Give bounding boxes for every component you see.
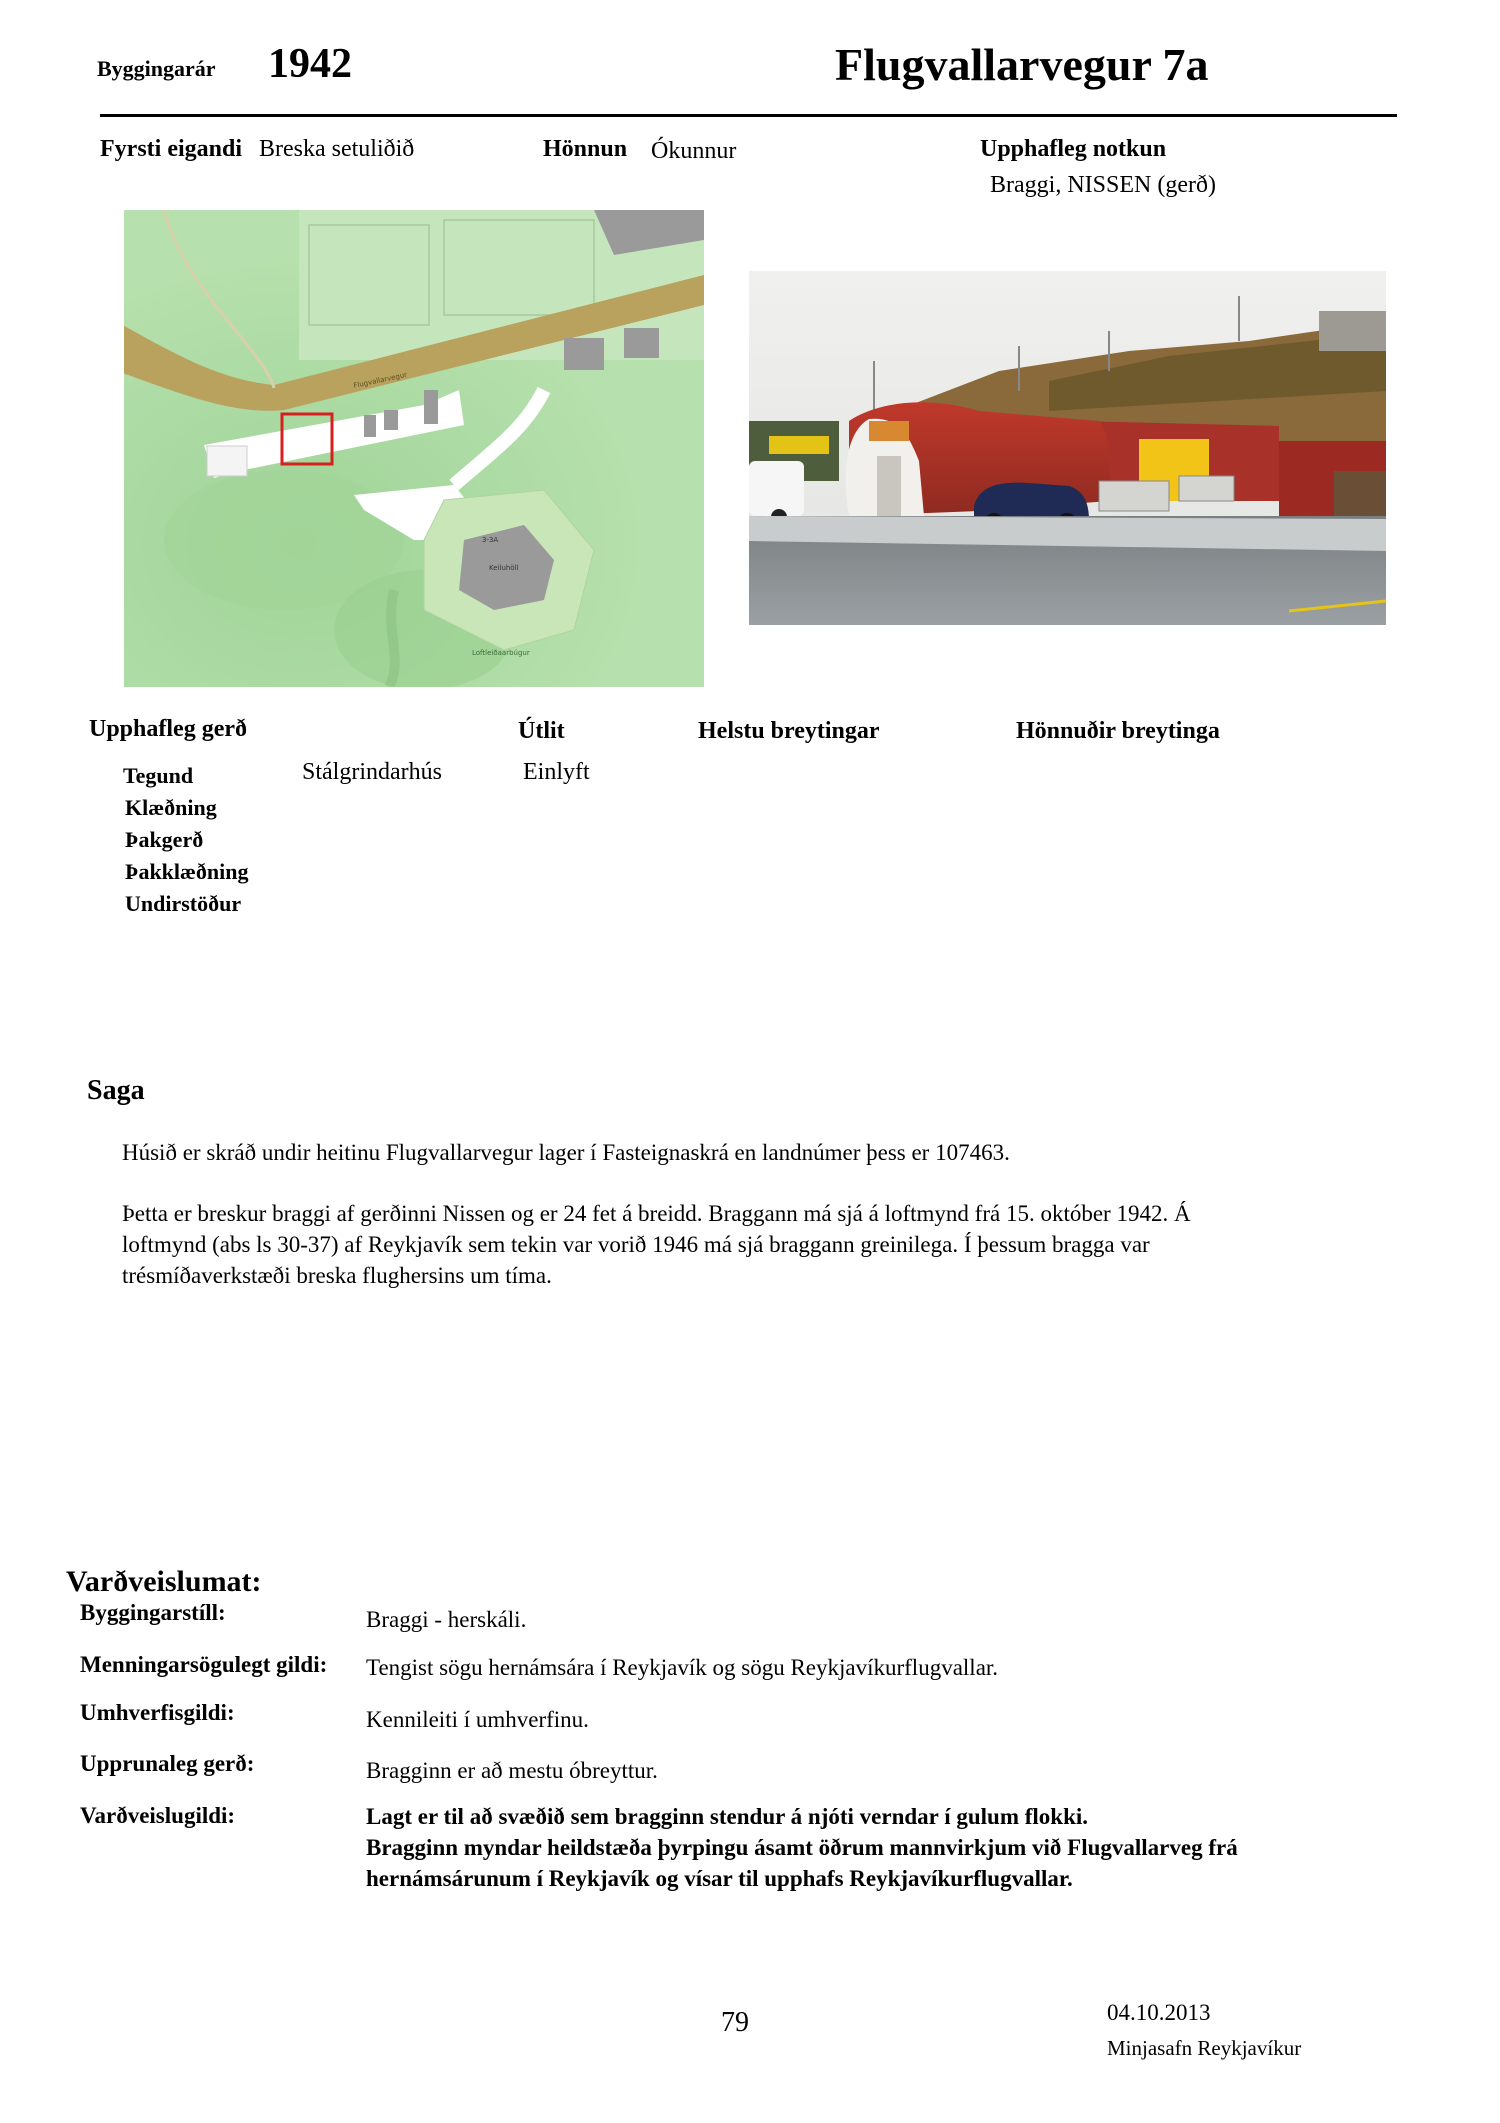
year-label: Byggingarár <box>97 56 216 81</box>
attribute-value-type: Stálgrindarhús <box>302 759 442 785</box>
assessment-label-cultural: Menningarsögulegt gildi: <box>80 1652 328 1677</box>
owner-value: Breska setuliðið <box>259 136 415 162</box>
saga-heading: Saga <box>87 1075 145 1106</box>
change-designers-heading: Hönnuðir breytinga <box>1016 718 1220 744</box>
footer-org: Minjasafn Reykjavíkur <box>1107 2036 1302 2060</box>
footer-date: 04.10.2013 <box>1107 2000 1211 2025</box>
attribute-label-type: Tegund <box>123 763 194 788</box>
use-value: Braggi, NISSEN (gerð) <box>990 172 1216 198</box>
changes-heading: Helstu breytingar <box>698 718 880 744</box>
map-street-label: Loftleiðaarbúgur <box>472 649 530 657</box>
designer-label: Hönnun <box>543 136 628 162</box>
use-label: Upphafleg notkun <box>980 136 1167 162</box>
attribute-label-foundation: Undirstöður <box>125 891 242 916</box>
attribute-label-roof-type: Þakgerð <box>125 827 204 852</box>
assessment-value-style: Braggi - herskáli. <box>366 1607 527 1632</box>
assessment-label-style: Byggingarstíll: <box>80 1600 226 1625</box>
designer-value: Ókunnur <box>651 138 737 164</box>
page-title: Flugvallarvegur 7a <box>835 39 1209 90</box>
assessment-label-original: Upprunaleg gerð: <box>80 1751 255 1776</box>
attribute-exterior-value: Einlyft <box>523 759 590 785</box>
assessment-heading: Varðveislumat: <box>66 1565 262 1598</box>
header-rule <box>100 114 1397 117</box>
exterior-heading: Útlit <box>518 718 565 744</box>
owner-label: Fyrsti eigandi <box>100 136 242 162</box>
assessment-conservation-line-1: Lagt er til að svæðið sem bragginn stendur á njóti verndar í gulum flokki. <box>366 1804 1089 1829</box>
saga-paragraph-2-line-3: trésmíðaverkstæði breska flughersins um tíma. <box>122 1263 552 1288</box>
assessment-label-environment: Umhverfisgildi: <box>80 1700 235 1725</box>
page-number: 79 <box>721 2007 749 2038</box>
map-road-label: Flugvallarvegur <box>352 370 408 390</box>
assessment-value-environment: Kennileiti í umhverfinu. <box>366 1707 589 1732</box>
map-building-number: 3-3A <box>482 536 499 544</box>
attribute-label-cladding: Klæðning <box>125 795 217 820</box>
map-building-label: Keiluhöll <box>489 564 519 572</box>
attribute-label-roof-cladding: Þakklæðning <box>125 859 249 884</box>
assessment-value-cultural: Tengist sögu hernámsára í Reykjavík og sögu Reykjavíkurflugvallar. <box>366 1655 999 1680</box>
saga-paragraph-2-line-1: Þetta er breskur braggi af gerðinni Nissen og er 24 fet á breidd. Braggann má sjá á loftmynd frá 15. október 1942. Á <box>122 1201 1191 1226</box>
saga-paragraph-2-line-2: loftmynd (abs ls 30-37) af Reykjavík sem tekin var vorið 1946 má sjá braggann greinilega. Í þessum bragga var <box>122 1232 1150 1257</box>
location-map <box>124 210 704 687</box>
assessment-conservation-line-2: Bragginn myndar heildstæða þyrpingu ásamt öðrum mannvirkjum við Flugvallarveg frá <box>366 1835 1238 1860</box>
saga-paragraph-1: Húsið er skráð undir heitinu Flugvallarvegur lager í Fasteignaskrá en landnúmer þess er 107463. <box>122 1140 1010 1165</box>
building-photo <box>749 271 1386 625</box>
original-type-heading: Upphafleg gerð <box>89 716 247 742</box>
assessment-value-original: Bragginn er að mestu óbreyttur. <box>366 1758 658 1783</box>
assessment-conservation-line-3: hernámsárunum í Reykjavík og vísar til upphafs Reykjavíkurflugvallar. <box>366 1866 1073 1891</box>
construction-year: 1942 <box>268 41 352 87</box>
assessment-label-conservation: Varðveislugildi: <box>80 1803 236 1828</box>
